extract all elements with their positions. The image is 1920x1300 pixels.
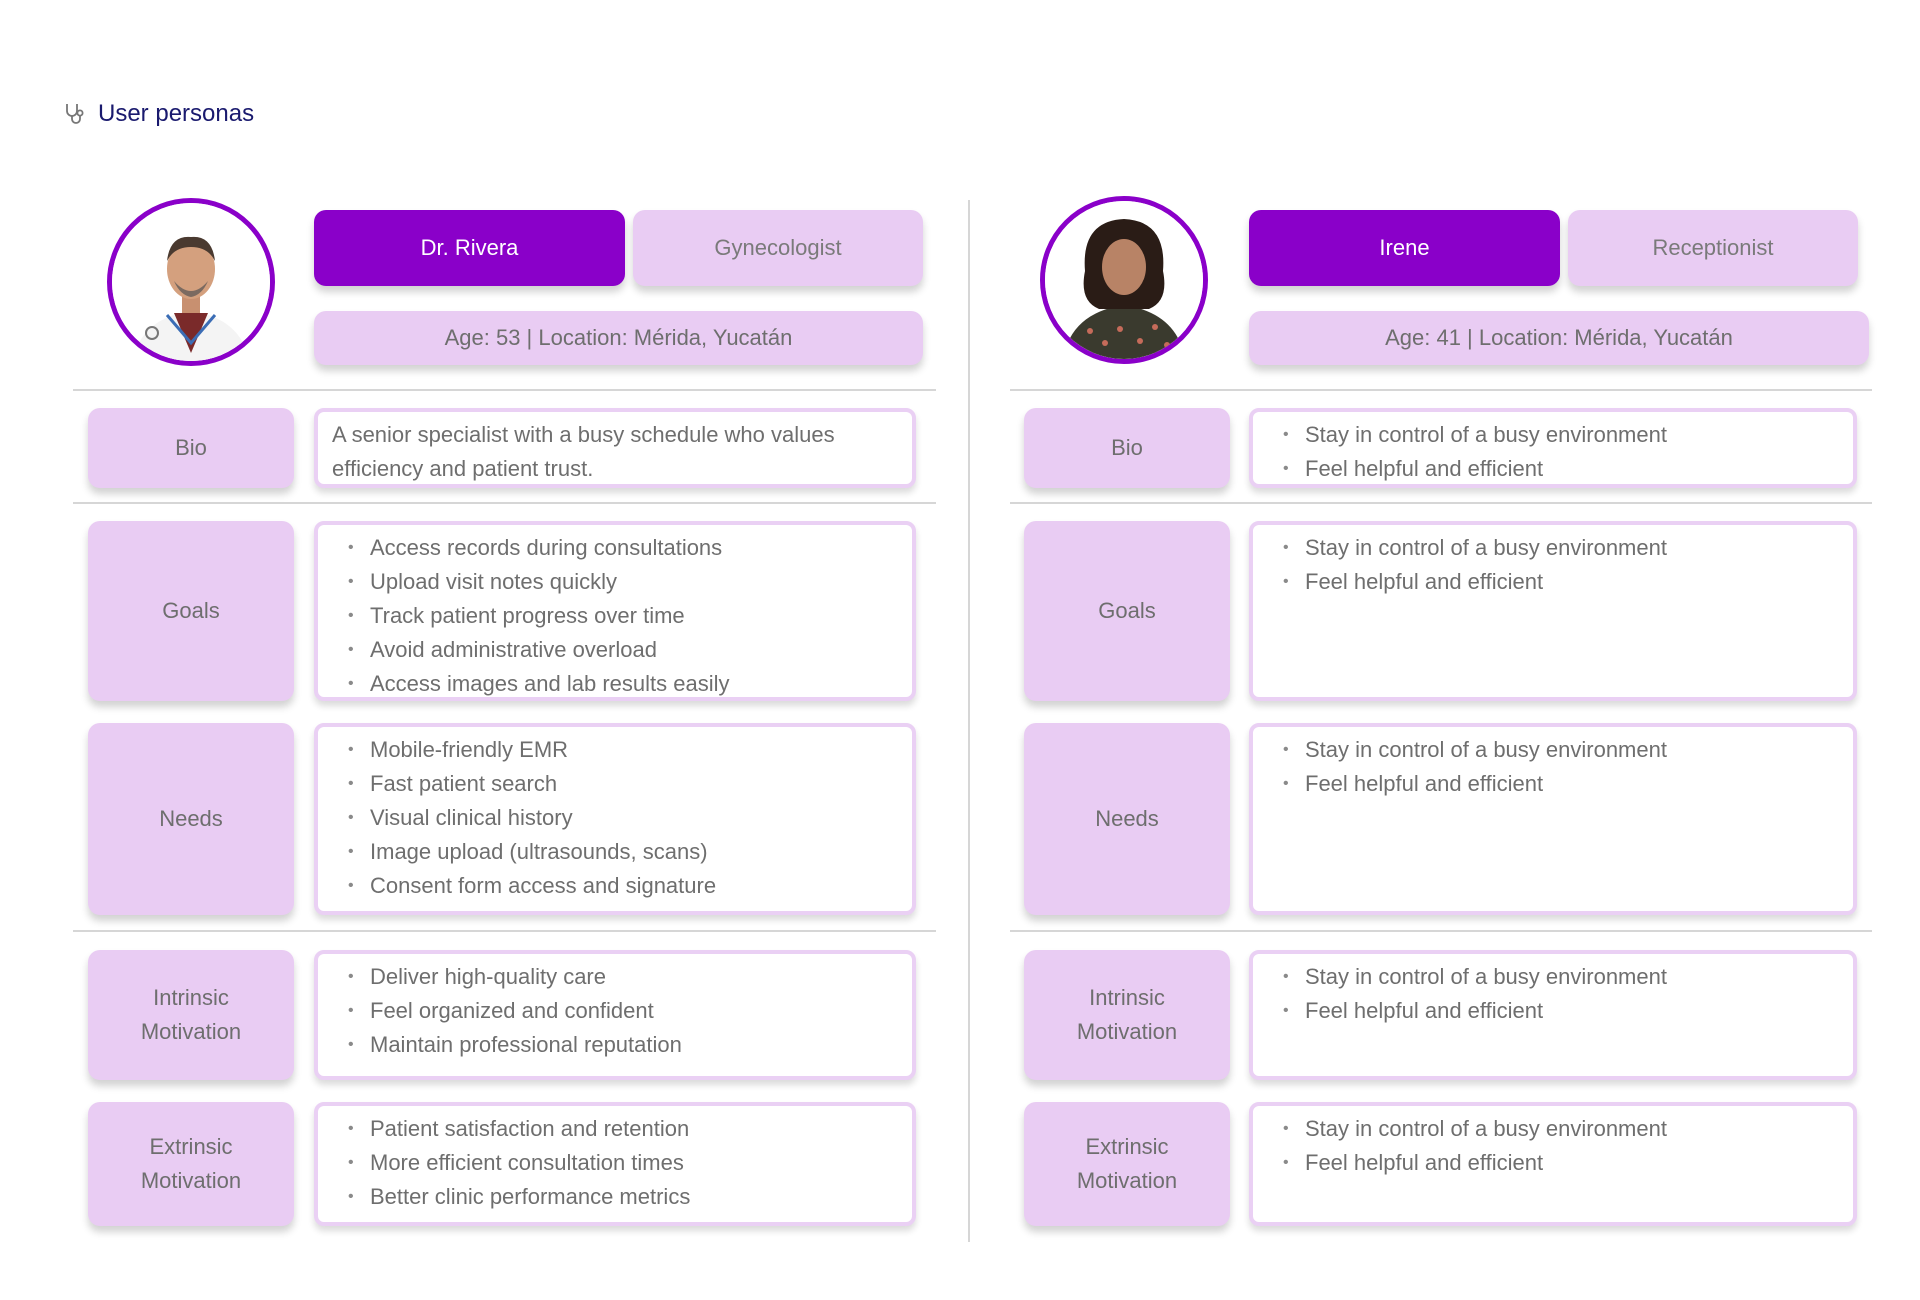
section-divider xyxy=(73,930,936,932)
column-divider xyxy=(968,200,970,1242)
page-header xyxy=(62,100,254,128)
list-item: • Avoid administrative overload xyxy=(356,633,898,667)
bio-label: Bio xyxy=(88,408,294,488)
list-item: • Deliver high-quality care xyxy=(356,960,898,994)
list-item: • Maintain professional reputation xyxy=(356,1028,898,1062)
needs-box xyxy=(1249,723,1857,915)
persona-role: Receptionist xyxy=(1568,210,1858,286)
list-item: • Stay in control of a busy environment xyxy=(1291,960,1839,994)
extrinsic-motivation-box xyxy=(314,1102,916,1226)
list-item: • Feel helpful and efficient xyxy=(1291,994,1839,1028)
persona-name: Irene xyxy=(1249,210,1560,286)
goals-label: Goals xyxy=(1024,521,1230,701)
list-item: • Feel helpful and efficient xyxy=(1291,565,1839,599)
list-item: • Feel helpful and efficient xyxy=(1291,767,1839,801)
persona-name: Dr. Rivera xyxy=(314,210,625,286)
list-item: • Upload visit notes quickly xyxy=(356,565,898,599)
list-item: • Stay in control of a busy environment xyxy=(1291,418,1839,452)
section-divider xyxy=(73,389,936,391)
section-divider xyxy=(1010,502,1872,504)
extrinsic-motivation-label: Extrinsic Motivation xyxy=(1024,1102,1230,1226)
goals-box xyxy=(314,521,916,701)
list-item: • Stay in control of a busy environment xyxy=(1291,733,1839,767)
list-item: • Access images and lab results easily xyxy=(356,667,898,701)
list-item: • Access records during consultations xyxy=(356,531,898,565)
list-item: • Patient satisfaction and retention xyxy=(356,1112,898,1146)
goals-label: Goals xyxy=(88,521,294,701)
section-divider xyxy=(1010,930,1872,932)
section-divider xyxy=(1010,389,1872,391)
persona-role: Gynecologist xyxy=(633,210,923,286)
bio-text: A senior specialist with a busy schedule who values efficiency and patient trust. xyxy=(332,422,835,481)
persona-info: Age: 41 | Location: Mérida, Yucatán xyxy=(1249,311,1869,365)
list-item: • Track patient progress over time xyxy=(356,599,898,633)
stethoscope-icon xyxy=(62,101,88,127)
list-item: • Stay in control of a busy environment xyxy=(1291,531,1839,565)
goals-box xyxy=(1249,521,1857,701)
extrinsic-motivation-box xyxy=(1249,1102,1857,1226)
list-item: • Feel helpful and efficient xyxy=(1291,452,1839,486)
list-item: • Better clinic performance metrics xyxy=(356,1180,898,1214)
list-item: • Image upload (ultrasounds, scans) xyxy=(356,835,898,869)
list-item: • Visual clinical history xyxy=(356,801,898,835)
intrinsic-motivation-label: Intrinsic Motivation xyxy=(88,950,294,1080)
list-item: • Stay in control of a busy environment xyxy=(1291,1112,1839,1146)
extrinsic-motivation-label: Extrinsic Motivation xyxy=(88,1102,294,1226)
needs-label: Needs xyxy=(1024,723,1230,915)
avatar xyxy=(1040,196,1208,364)
bio-box xyxy=(314,408,916,488)
bio-label: Bio xyxy=(1024,408,1230,488)
list-item: • Feel organized and confident xyxy=(356,994,898,1028)
section-divider xyxy=(73,502,936,504)
intrinsic-motivation-box xyxy=(314,950,916,1080)
list-item: • Consent form access and signature xyxy=(356,869,898,903)
list-item: • Feel helpful and efficient xyxy=(1291,1146,1839,1180)
intrinsic-motivation-box xyxy=(1249,950,1857,1080)
persona-info: Age: 53 | Location: Mérida, Yucatán xyxy=(314,311,923,365)
list-item: • Mobile-friendly EMR xyxy=(356,733,898,767)
bio-box xyxy=(1249,408,1857,488)
intrinsic-motivation-label: Intrinsic Motivation xyxy=(1024,950,1230,1080)
needs-label: Needs xyxy=(88,723,294,915)
avatar xyxy=(107,198,275,366)
page-title: User personas xyxy=(98,100,255,127)
list-item: • More efficient consultation times xyxy=(356,1146,898,1180)
needs-box xyxy=(314,723,916,915)
list-item: • Fast patient search xyxy=(356,767,898,801)
